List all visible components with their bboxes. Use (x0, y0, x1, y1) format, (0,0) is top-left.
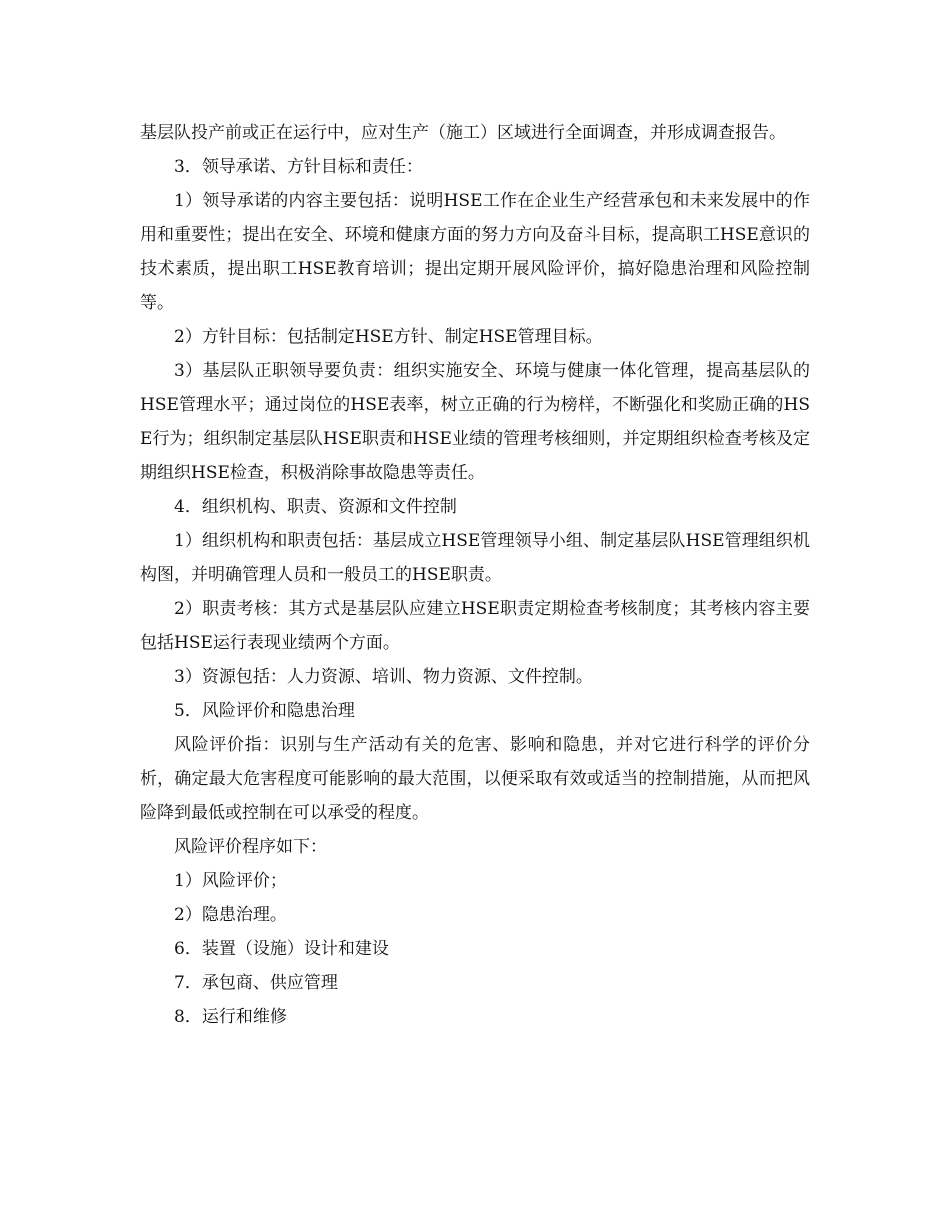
paragraph-survey-report: 基层队投产前或正在运行中，应对生产（施工）区域进行全面调查，并形成调查报告。 (140, 123, 786, 143)
paragraph-duty-assessment: 2）职责考核：其方式是基层队应建立HSE职责定期检查考核制度；其考核内容主要包括HSE运行表现业绩两个方面。 (140, 599, 810, 653)
list-item-hazard-remediation: 2）隐患治理。 (174, 905, 287, 925)
paragraph-resources: 3）资源包括：人力资源、培训、物力资源、文件控制。 (174, 667, 593, 687)
section-heading-leadership: 3．领导承诺、方针目标和责任： (174, 157, 423, 177)
paragraph-risk-definition: 风险评价指：识别与生产活动有关的危害、影响和隐患，并对它进行科学的评价分析，确定最大危害程度可能影响的最大范围，以便采取有效或适当的控制措施，从而把风险降到最低或控制在可以承受的程度。 (140, 735, 810, 823)
paragraph-organization-duties: 1）组织机构和职责包括：基层成立HSE管理领导小组、制定基层队HSE管理组织机构图，并明确管理人员和一般员工的HSE职责。 (140, 531, 810, 585)
list-item-risk-assessment: 1）风险评价； (174, 871, 287, 891)
section-heading-operation: 8．运行和维修 (174, 1007, 287, 1027)
paragraph-leader-responsibility: 3）基层队正职领导要负责：组织实施安全、环境与健康一体化管理，提高基层队的HSE管理水平；通过岗位的HSE表率，树立正确的行为榜样，不断强化和奖励正确的HSE行为；组织制定基层队HSE职责和HSE业绩的管理考核细则，并定期组织检查考核及定期组织HSE检查，积极消除事故隐患等责任。 (140, 361, 810, 483)
section-heading-contractor: 7．承包商、供应管理 (174, 973, 338, 993)
section-heading-organization: 4．组织机构、职责、资源和文件控制 (174, 497, 457, 517)
paragraph-risk-procedure: 风险评价程序如下： (174, 837, 327, 857)
section-heading-facility-design: 6．装置（设施）设计和建设 (174, 939, 389, 959)
paragraph-policy-objectives: 2）方针目标：包括制定HSE方针、制定HSE管理目标。 (174, 327, 603, 347)
section-heading-risk: 5．风险评价和隐患治理 (174, 701, 355, 721)
document-page (140, 116, 810, 1034)
paragraph-leadership-commitment: 1）领导承诺的内容主要包括：说明HSE工作在企业生产经营承包和未来发展中的作用和重要性；提出在安全、环境和健康方面的努力方向及奋斗目标，提高职工HSE意识的技术素质，提出职工HSE教育培训；提出定期开展风险评价，搞好隐患治理和风险控制等。 (140, 191, 810, 313)
